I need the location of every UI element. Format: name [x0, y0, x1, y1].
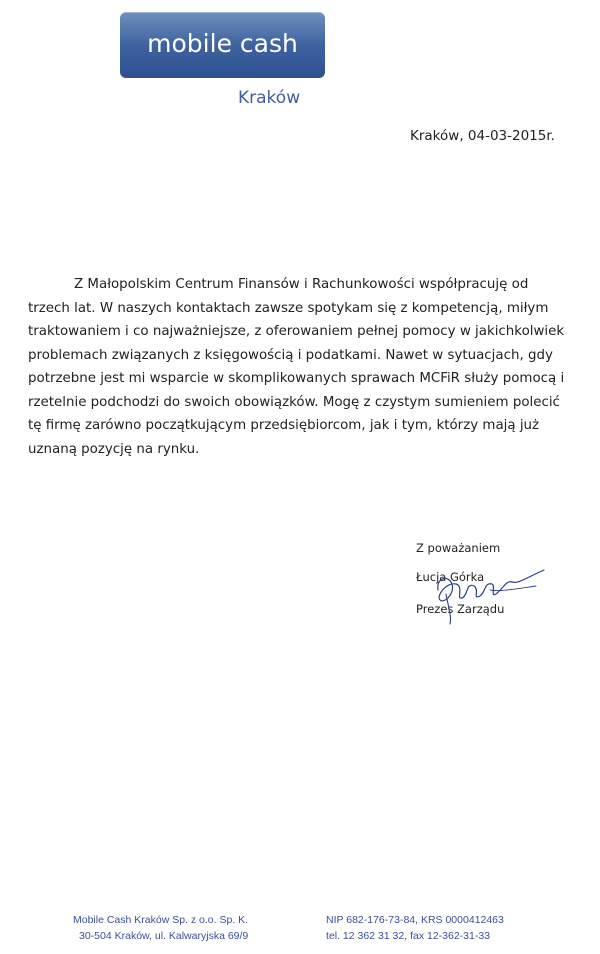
- footer-address: 30-504 Kraków, ul. Kalwaryjska 69/9: [79, 930, 249, 942]
- footer-registry: NIP 682-176-73-84, KRS 0000412463: [326, 914, 504, 926]
- signer-name: Łucja Górka: [416, 570, 485, 584]
- footer-company-name: Mobile Cash Kraków Sp. z o.o. Sp. K.: [73, 914, 249, 926]
- logo-text: mobile cash: [147, 28, 298, 58]
- logo-city: Kraków: [238, 88, 301, 108]
- letter-body: Z Małopolskim Centrum Finansów i Rachunkowości współpracuję od trzech lat. W naszych kontaktach zawsze spotykam się z kompetencją, miłym traktowaniem i co najważniejsze, z oferowaniem pełnej pomocy w jakichkolwiek problemach związanych z księgowością i podatkami. Nawet w sytuacjach, gdy potrzebne jest mi wsparcie w skomplikowanych sprawach MCFiR służy pomocą i rzetelnie podchodzi do swoich obowiązków. Mogę z czystym sumieniem polecić tę firmę zarówno początkującym przedsiębiorcom, jak i tym, którzy mają już uznaną pozycję na rynku.: [28, 277, 565, 457]
- company-logo: [120, 12, 325, 78]
- footer-contact-block: [326, 912, 504, 944]
- footer-phone: tel. 12 362 31 32, fax 12-362-31-33: [326, 930, 491, 942]
- handwritten-signature: [430, 560, 550, 630]
- letter-date: Kraków, 04-03-2015r.: [410, 128, 555, 144]
- signer-title: Prezes Zarządu: [416, 602, 505, 616]
- closing-greeting: Z poważaniem: [416, 541, 501, 555]
- footer-company-block: [73, 912, 248, 944]
